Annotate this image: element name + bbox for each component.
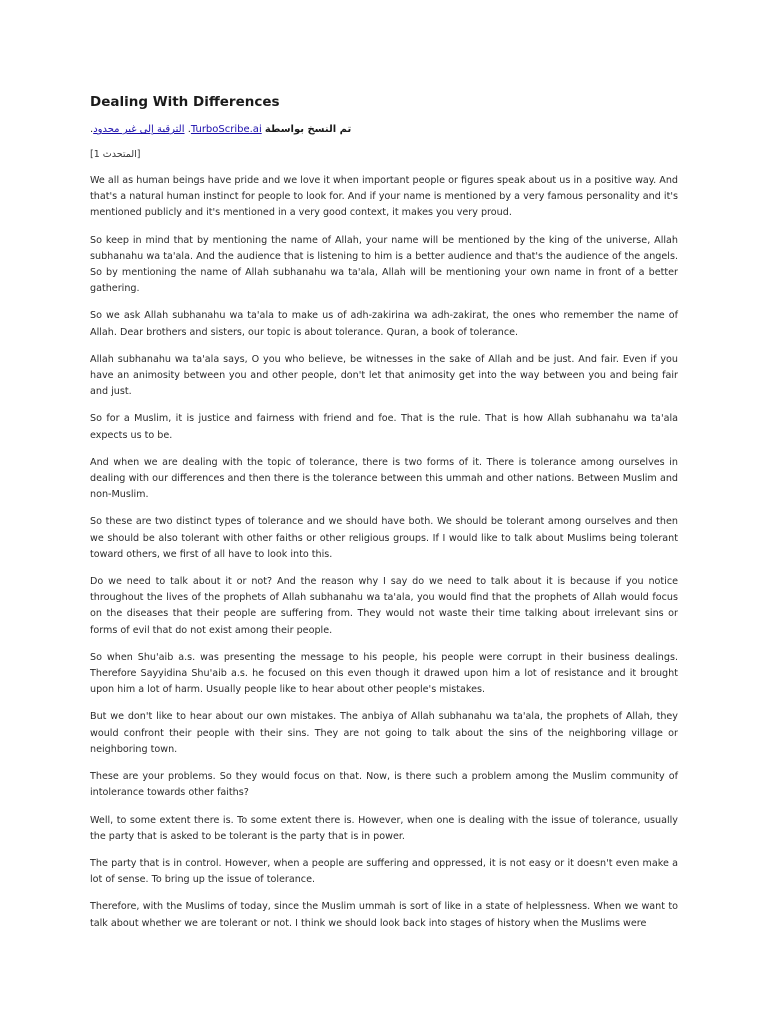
paragraph: So when Shu'aib a.s. was presenting the message to his people, his people were corrupt in their business dealings. Therefore Sayyidina Shu'aib a.s. he focused on this even though it drawed upon him a lot of resistance and it brought upon him a lot of harm. Usually people like to hear about other people's mistakes.: [90, 651, 678, 696]
transcription-credit: [90, 123, 678, 137]
paragraph: So these are two distinct types of tolerance and we should have both. We should be tolerant among ourselves and then we should be also tolerant with other faiths or other religious groups. If I would like to talk about Muslims being tolerant toward others, we first of all have to look into this.: [90, 516, 678, 560]
credit-prefix-text: تم النسخ بواسطة: [264, 124, 352, 135]
paragraph: And when we are dealing with the topic of tolerance, there is two forms of it. There is tolerance among ourselves in dealing with our differences and then there is the tolerance between this ummah and other nations. Between Muslim and non-Muslim.: [90, 456, 678, 501]
paragraph: Therefore, with the Muslims of today, since the Muslim ummah is sort of like in a state of helplessness. When we want to talk about whether we are tolerant or not. I think we should look back into stages of history when the Muslims were: [90, 901, 678, 929]
document-page: [90, 92, 678, 932]
credit-separator: .: [187, 124, 191, 135]
turboscribe-link[interactable]: TurboScribe.ai: [190, 124, 262, 135]
paragraph: Allah subhanahu wa ta'ala says, O you who believe, be witnesses in the sake of Allah and be just. And fair. Even if you have an animosity between you and other people, don't let that animosity get into the way between you and being fair and just.: [90, 353, 678, 398]
paragraph: So for a Muslim, it is justice and fairness with friend and foe. That is the rule. That is how Allah subhanahu wa ta'ala expects us to be.: [90, 413, 678, 441]
paragraph: The party that is in control. However, when a people are suffering and oppressed, it is not easy or it doesn't even make a lot of sense. To bring up the issue of tolerance.: [90, 857, 678, 886]
paragraph: So keep in mind that by mentioning the name of Allah, your name will be mentioned by the king of the universe, Allah subhanahu wa ta'ala. And the audience that is listening to him is a better audience and that's the audience of the angels. So by mentioning the name of Allah subhanahu wa ta'ala, Allah will be mentioning your own name in front of a better gathering.: [90, 234, 678, 295]
paragraph: Do we need to talk about it or not? And the reason why I say do we need to talk about it is because if you notice throughout the lives of the prophets of Allah subhanahu wa ta'ala, you would find that the prophets of Allah would focus on the diseases that their people are suffering from. They would not waste their time talking about irrelevant sins or forms of evil that do not exist among their people.: [90, 576, 678, 636]
document-title: Dealing With Differences: [90, 94, 280, 110]
paragraph: We all as human beings have pride and we love it when important people or figures speak about us in a positive way. And that's a natural human instinct for people to look for. And if your name is mentioned by a very famous personality and it's mentioned publicly and it's mentioned in a very good context, it makes you very proud.: [90, 175, 678, 219]
upgrade-link[interactable]: الترقية إلى غير محدود: [93, 124, 185, 135]
paragraph: But we don't like to hear about our own mistakes. The anbiya of Allah subhanahu wa ta'ala, the prophets of Allah, they would confront their people with their sins. They are not going to talk about the sins of the neighboring village or neighboring town.: [90, 711, 678, 755]
paragraph: So we ask Allah subhanahu wa ta'ala to make us of adh-zakirina wa adh-zakirat, the ones who remember the name of Allah. Dear brothers and sisters, our topic is about tolerance. Quran, a book of tolerance.: [90, 310, 678, 338]
speaker-tag: [المتحدث 1]: [90, 149, 141, 160]
paragraph: Well, to some extent there is. To some extent there is. However, when one is dealing with the issue of tolerance, usually the party that is asked to be tolerant is the party that is in power.: [90, 814, 678, 842]
credit-suffix: .: [90, 124, 94, 135]
paragraph: These are your problems. So they would focus on that. Now, is there such a problem among the Muslim community of intolerance towards other faiths?: [90, 771, 678, 799]
